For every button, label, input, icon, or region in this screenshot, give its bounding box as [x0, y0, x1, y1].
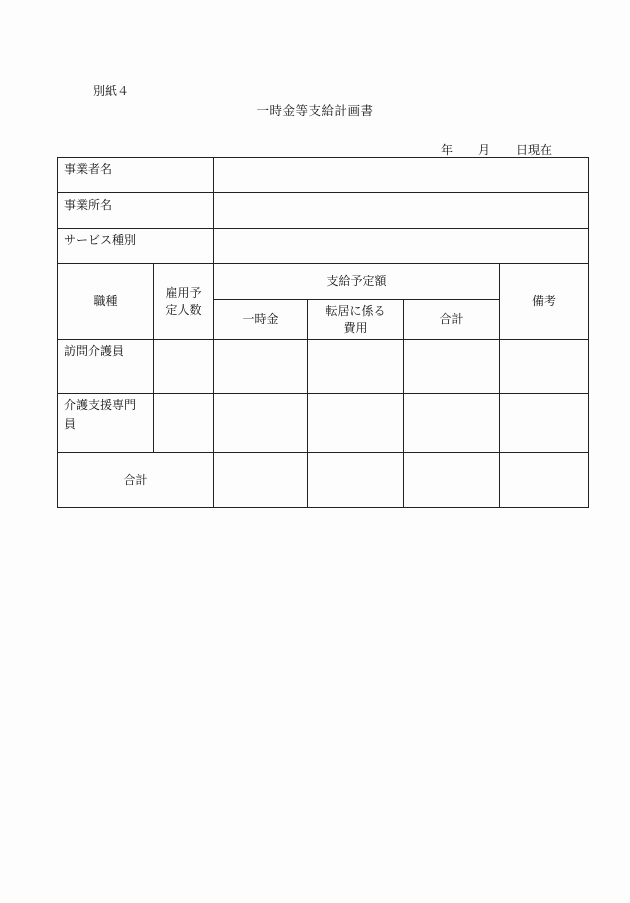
date-month-label: 月 [478, 143, 491, 157]
table-border-line [57, 507, 589, 508]
attachment-label: 別紙４ [93, 84, 130, 98]
header-relocation-cost [308, 300, 403, 339]
service-type-label: サービス種別 [64, 233, 137, 247]
header-remarks: 備考 [531, 294, 556, 308]
table-border-line [588, 157, 589, 508]
header-relocation-line2: 費用 [343, 320, 368, 335]
header-subtotal: 合計 [439, 312, 464, 326]
header-planned-hires-line2: 定人数 [165, 302, 202, 317]
office-name-label: 事業所名 [64, 198, 113, 212]
total-row-label: 合計 [123, 472, 148, 487]
table-border-line [57, 192, 589, 193]
table-border-line [57, 393, 589, 394]
business-operator-label: 事業者名 [64, 162, 113, 176]
date-day-present-label: 日現在 [516, 143, 553, 157]
row-job-care-manager: 介護支援専門 [64, 398, 137, 412]
table-border-line [57, 157, 589, 158]
payment-plan-table [57, 157, 589, 508]
header-planned-hires [154, 264, 213, 339]
header-relocation-line1: 転居に係る [325, 303, 386, 318]
header-planned-hires-line1: 雇用予 [165, 285, 202, 300]
header-lump-sum: 一時金 [242, 312, 279, 326]
table-border-line [57, 339, 589, 340]
table-border-line [57, 228, 589, 229]
row-job-care-manager-line2: 員 [64, 417, 77, 431]
row-job-home-care-worker: 訪問介護員 [64, 344, 125, 358]
header-job-type: 職種 [93, 294, 118, 308]
header-payment-planned: 支給予定額 [326, 274, 387, 288]
document-title: 一時金等支給計画書 [256, 103, 374, 118]
date-year-label: 年 [441, 143, 454, 157]
